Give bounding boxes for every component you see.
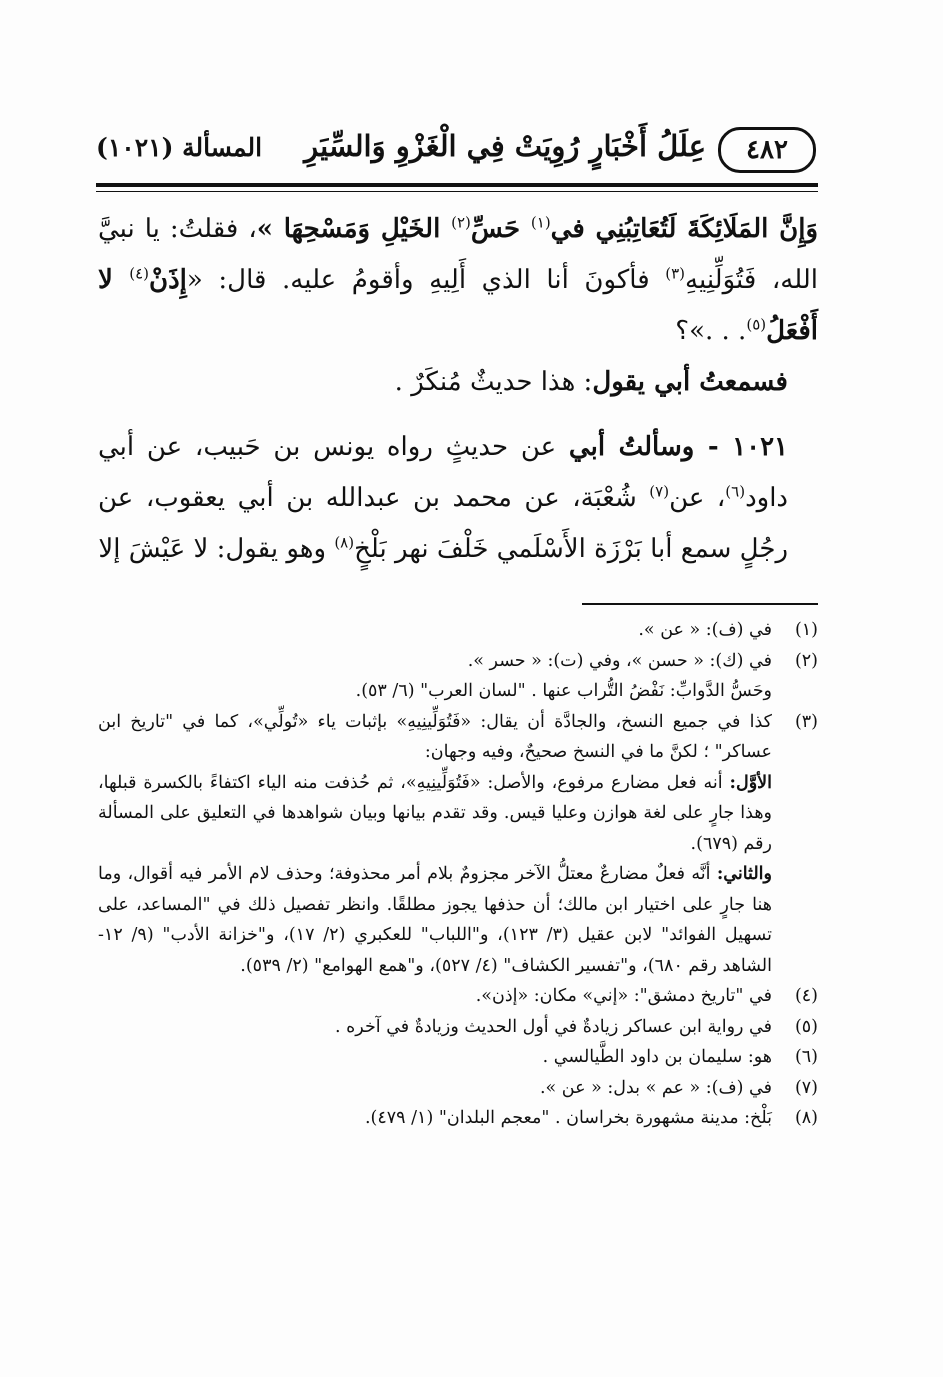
footnote-number: (٨) — [794, 1108, 818, 1128]
question-number: المسألة (١٠٢١) — [96, 133, 263, 162]
footnote-label: والثاني: — [716, 864, 772, 884]
footnote-number: (٢) — [794, 650, 818, 671]
footnote-ref: (٦) — [725, 482, 746, 501]
running-header — [96, 125, 816, 177]
footnote-number: (٧) — [794, 1077, 818, 1098]
footnote-text: في رواية ابن عساكر زيادةٌ في أول الحديث وزيادةٌ في آخره . — [335, 1016, 772, 1037]
footnote-body: أنه فعل مضارع مرفوع، والأصل: «فَتُوَلِّينِيهِ»، ثم حُذفت منه الياء اكتفاءً بالكسرة قبلها، وهذا جارٍ على لغة هوازن وعليا قيس. وقد تقدم بيانها وبيان شواهدها في التعليق على المسألة رقم (٦٧٩). — [98, 772, 772, 854]
footnote-number: (٤) — [794, 986, 818, 1006]
footnote-text: في "تاريخ دمشق": «إني» مكان: «إذن». — [475, 986, 772, 1006]
footnotes — [98, 615, 818, 1134]
footnote-number: (١) — [794, 620, 818, 640]
footnote-text: هو: سليمان بن داود الطَّيالسي . — [542, 1047, 772, 1067]
paragraph-verdict — [98, 357, 818, 408]
footnote-ref: (٢) — [451, 213, 471, 232]
footnote-7 — [98, 1073, 818, 1104]
hadith-text: الخَيْلِ وَمَسْحِهَا » — [256, 214, 452, 244]
narration-text: ؟ — [675, 316, 690, 346]
footnote-ref: (٨) — [334, 533, 355, 552]
verdict-text: : هذا حديثٌ مُنكَرٌ . — [394, 367, 593, 397]
footnote-body: أنَّه فعلٌ مضارعٌ معتلُّ الآخر مجزومٌ بلام أمر محذوفة؛ وحذف لام الأمر فيه أقوال، وما هنا جارٍ على اختيار ابن مالك؛ أن حذفها يجوز مطلقًا. وانظر تفصيل ذلك في "المساعد، على تسهيل الفوائد" لابن عقيل (٣/ ١٢٣)، و"اللباب" للعكبري (٢/ ١٧)، و"خزانة الأدب" (٩/ ١٢- الشاهد رقم ٦٨٠)، و"تفسير الكشاف" (٤/ ٥٢٧)، و"همع الهوامع" (٢/ ٥٣٩). — [98, 864, 772, 976]
footnote-1 — [98, 615, 818, 646]
footnote-text — [98, 859, 772, 981]
hadith-text: حَسِّ — [470, 214, 531, 244]
footnote-ref: (٤) — [129, 264, 149, 283]
footnote-number: (٦) — [794, 1047, 818, 1067]
header-rule-thick — [96, 183, 818, 187]
narration-text: ، فقلتُ: يا نبيَّ الله، فَتُوَلِّنِيهِ — [98, 214, 818, 295]
footnote-8 — [98, 1103, 818, 1134]
narration-text: وهو يقول: لا عَيْشَ إلا — [98, 534, 335, 564]
footnote-2 — [98, 646, 818, 707]
narration-text: فأكونَ أنا الذي أَلِيهِ وأقومُ عليه. قال: « — [186, 265, 666, 295]
footnote-separator — [582, 603, 818, 605]
footnote-text: كذا في جميع النسخ، والجادَّة أن يقال: «فَتُوَلِّينِيهِ» بإثبات ياء «تُولِّي»، كما في "تاريخ ابن عساكر" ؛ لكنَّ ما في النسخ صحيحٌ، وفيه وجهان: — [98, 711, 772, 762]
footnote-text: في (ف): « عن ». — [638, 620, 772, 640]
hadith-text: إِذَنْ — [149, 265, 187, 295]
question-lead: ١٠٢١ - وسألتُ أبي — [568, 432, 788, 462]
hadith-text: لا أَفْعَلُ — [98, 265, 818, 346]
footnote-text: بَلْخ: مدينة مشهورة بخراسان . "معجم البلدان" (١/ ٤٧٩). — [364, 1108, 772, 1128]
narration-text: ، عن — [669, 483, 726, 513]
footnote-ref: (٥) — [746, 315, 767, 334]
hadith-text: وَإِنَّ المَلَائِكَةَ لَتُعَاتِبُنِي في — [550, 214, 818, 244]
footnote-text: في (ف): « عم » بدل: « عن ». — [539, 1077, 772, 1098]
footnote-text: في (ك): « حسن »، وفي (ت): « حسر ». — [467, 650, 772, 671]
paragraph-hadith-end — [98, 204, 818, 357]
footnote-3 — [98, 707, 818, 982]
narration-text: . . .» — [689, 316, 747, 346]
footnote-5 — [98, 1012, 818, 1043]
footnote-text — [98, 768, 772, 860]
footnote-ref: (١) — [530, 213, 551, 232]
main-text — [98, 204, 818, 575]
verdict-lead: فسمعتُ أبي يقول — [592, 367, 788, 397]
footnote-ref: (٧) — [649, 482, 670, 501]
footnote-number: (٣) — [794, 711, 818, 732]
footnote-number: (٥) — [794, 1016, 818, 1037]
footnote-ref: (٣) — [665, 264, 686, 283]
book-title: عِلَلُ أَخْبَارٍ رُوِيَتْ فِي الْغَزْوِ وَالسِّيَرِ — [304, 129, 706, 163]
footnote-label: الأوَّل: — [729, 772, 772, 793]
footnote-text: وحَسُّ الدَّوابِّ: نَفْضُ التُّراب عنها . "لسان العرب" (٦/ ٥٣). — [355, 681, 772, 701]
narration-text: عن حديثٍ رواه يونس بن حَبيب، عن أبي داود — [98, 432, 788, 513]
footnote-4 — [98, 981, 818, 1012]
narration-text: شُعْبَة، عن محمد بن عبدالله بن أبي يعقوب، عن رجُلٍ سمع أبا بَرْزَة الأَسْلَمي خَلْفَ نهر بَلْخٍ — [98, 483, 788, 564]
footnote-6 — [98, 1042, 818, 1073]
header-rule-thin — [96, 191, 818, 192]
paragraph-question — [98, 422, 818, 575]
page-number: ٤٨٢ — [718, 127, 816, 173]
